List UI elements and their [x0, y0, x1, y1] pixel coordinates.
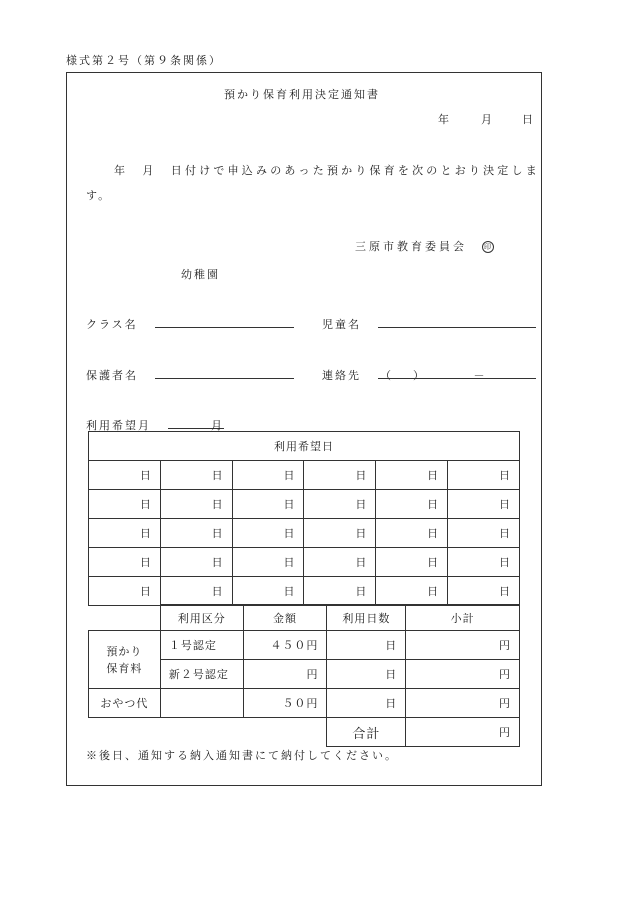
amount-cell[interactable]: 円	[243, 660, 327, 689]
day-cell[interactable]: 日	[232, 519, 304, 548]
desired-days-header: 利用希望日	[89, 432, 520, 461]
day-cell[interactable]: 日	[89, 548, 161, 577]
form-number: 様式第２号（第９条関係）	[66, 54, 222, 67]
child-name-label: 児童名	[322, 318, 361, 331]
desired-month-label: 利用希望月	[86, 419, 151, 432]
kindergarten-label: 幼稚園	[181, 268, 220, 281]
day-cell[interactable]: 日	[448, 577, 520, 606]
date-month: 月	[481, 113, 494, 126]
total-label: 合計	[327, 718, 406, 747]
fee-table-corner	[89, 605, 161, 631]
day-cell[interactable]: 日	[160, 577, 232, 606]
snack-category-cell	[160, 689, 243, 718]
date-day: 日	[522, 113, 535, 126]
date-year: 年	[438, 113, 451, 126]
day-cell[interactable]: 日	[304, 461, 376, 490]
day-cell[interactable]: 日	[232, 490, 304, 519]
day-cell[interactable]: 日	[232, 461, 304, 490]
class-name-field[interactable]	[155, 327, 294, 328]
day-cell[interactable]: 日	[448, 548, 520, 577]
subtotal-cell[interactable]: 円	[406, 631, 520, 660]
snack-days-cell[interactable]: 日	[327, 689, 406, 718]
snack-subtotal-cell[interactable]: 円	[406, 689, 520, 718]
child-name-field[interactable]	[378, 327, 536, 328]
category-cell: 新２号認定	[160, 660, 243, 689]
childcare-fee-label-line1: 預かり	[106, 644, 143, 658]
days-header: 利用日数	[327, 605, 406, 631]
desired-days-table	[88, 431, 520, 606]
seal-mark: 印	[482, 241, 494, 253]
day-cell[interactable]: 日	[448, 490, 520, 519]
day-cell[interactable]: 日	[304, 548, 376, 577]
day-cell[interactable]: 日	[376, 461, 448, 490]
payment-note: ※後日、通知する納入通知書にて納付してください。	[86, 749, 398, 762]
day-cell[interactable]: 日	[160, 519, 232, 548]
issuer-name: 三原市教育委員会	[355, 240, 467, 253]
body-text-line2: す。	[86, 189, 112, 202]
amount-header: 金額	[243, 605, 327, 631]
day-cell[interactable]: 日	[160, 548, 232, 577]
childcare-fee-label-line2: 保育料	[106, 661, 143, 675]
amount-cell: ４５０円	[243, 631, 327, 660]
class-name-label: クラス名	[86, 318, 138, 331]
guardian-name-label: 保護者名	[86, 369, 138, 382]
fee-table	[88, 604, 520, 747]
day-cell[interactable]: 日	[89, 519, 161, 548]
subtotal-header: 小計	[406, 605, 520, 631]
snack-amount-cell: ５０円	[243, 689, 327, 718]
childcare-fee-label	[89, 631, 161, 689]
day-cell[interactable]: 日	[232, 548, 304, 577]
day-cell[interactable]: 日	[376, 577, 448, 606]
days-cell[interactable]: 日	[327, 660, 406, 689]
category-header: 利用区分	[160, 605, 243, 631]
day-cell[interactable]: 日	[160, 490, 232, 519]
snack-fee-label: おやつ代	[89, 689, 161, 718]
contact-label: 連絡先	[322, 369, 361, 382]
day-cell[interactable]: 日	[448, 461, 520, 490]
day-cell[interactable]: 日	[232, 577, 304, 606]
day-cell[interactable]: 日	[89, 490, 161, 519]
day-cell[interactable]: 日	[160, 461, 232, 490]
day-cell[interactable]: 日	[376, 548, 448, 577]
desired-month-unit: 月	[211, 419, 224, 432]
contact-template: （ ） －	[380, 369, 485, 382]
category-cell: １号認定	[160, 631, 243, 660]
body-text-line1: 年 月 日付けで申込みのあった預かり保育を次のとおり決定しま	[114, 164, 540, 177]
day-cell[interactable]: 日	[89, 577, 161, 606]
days-cell[interactable]: 日	[327, 631, 406, 660]
day-cell[interactable]: 日	[448, 519, 520, 548]
subtotal-cell[interactable]: 円	[406, 660, 520, 689]
contact-field[interactable]	[378, 378, 536, 379]
day-cell[interactable]: 日	[376, 519, 448, 548]
day-cell[interactable]: 日	[304, 577, 376, 606]
total-spacer	[89, 718, 327, 747]
day-cell[interactable]: 日	[304, 519, 376, 548]
day-cell[interactable]: 日	[376, 490, 448, 519]
guardian-name-field[interactable]	[155, 378, 294, 379]
day-cell[interactable]: 日	[89, 461, 161, 490]
total-value-cell[interactable]: 円	[406, 718, 520, 747]
document-title: 預かり保育利用決定通知書	[224, 88, 380, 101]
day-cell[interactable]: 日	[304, 490, 376, 519]
